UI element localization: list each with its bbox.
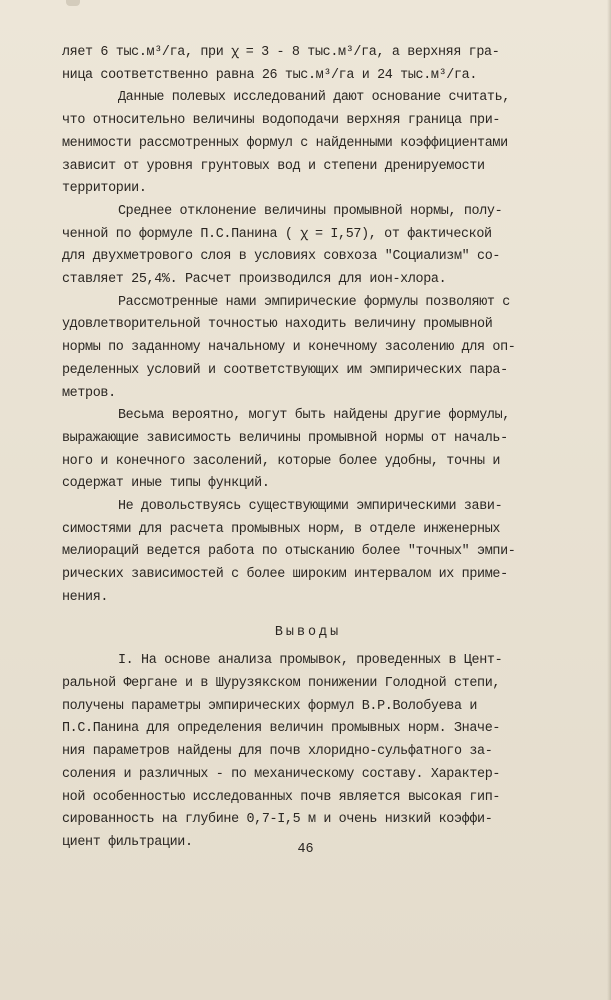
text-line: получены параметры эмпирических формул В.Р.Волобуева и bbox=[62, 698, 478, 714]
text-line: ределенных условий и соответствующих им эмпирических пара- bbox=[62, 362, 508, 378]
text-line: ного и конечного засолений, которые более удобны, точны и bbox=[62, 453, 501, 469]
text-line: что относительно величины водоподачи верхняя граница при- bbox=[62, 113, 501, 129]
section-heading: Выводы bbox=[274, 624, 342, 640]
text-line: ния параметров найдены для почв хлоридно-сульфатного за- bbox=[62, 744, 493, 760]
conclusion-lines bbox=[62, 650, 554, 854]
text-line: ляет 6 тыс.м³/га, при ꭓ = 3 - 8 тыс.м³/га, а верхняя гра- bbox=[62, 45, 500, 60]
text-line: зависит от уровня грунтовых вод и степени дренируемости bbox=[62, 158, 485, 174]
text-line: менимости рассмотренных формул с найденными коэффициентами bbox=[62, 135, 508, 151]
text-line: метров. bbox=[62, 385, 116, 401]
text-line: Рассмотренные нами эмпирические формулы позволяют с bbox=[118, 294, 510, 310]
text-line: Весьма вероятно, могут быть найдены другие формулы, bbox=[118, 408, 510, 424]
text-line: территории. bbox=[62, 181, 147, 197]
main-lines bbox=[62, 42, 554, 610]
page-edge-mark bbox=[66, 0, 80, 6]
text-line: Данные полевых исследований дают основание считать, bbox=[118, 90, 510, 106]
text-line: сированность на глубине 0,7-I,5 м и очень низкий коэффи- bbox=[62, 812, 493, 828]
text-line: рических зависимостей с более широким интервалом их приме- bbox=[62, 567, 508, 583]
text-line: мелиораций ведется работа по отысканию более "точных" эмпи- bbox=[62, 544, 516, 560]
text-line: выражающие зависимость величины промывной нормы от началь- bbox=[62, 430, 508, 446]
text-line: П.С.Панина для определения величин промывных норм. Значе- bbox=[62, 721, 501, 737]
text-line: ченной по формуле П.С.Панина ( ꭓ = I,57), от фактической bbox=[62, 226, 492, 242]
text-line: симостями для расчета промывных норм, в отделе инженерных bbox=[62, 521, 501, 537]
text-line: I. На основе анализа промывок, проведенных в Цент- bbox=[118, 653, 503, 669]
text-line: содержат иные типы функций. bbox=[62, 476, 270, 492]
text-line: циент фильтрации. bbox=[62, 834, 193, 850]
text-line: ральной Фергане и в Шурузякском понижении Голодной степи, bbox=[62, 675, 501, 691]
text-line: для двухметрового слоя в условиях совхоза "Социализм" со- bbox=[62, 249, 501, 265]
text-line: ница соответственно равна 26 тыс.м³/га и 24 тыс.м³/га. bbox=[62, 67, 478, 83]
text-line: нормы по заданному начальному и конечному засолению для оп- bbox=[62, 340, 516, 356]
text-line: Среднее отклонение величины промывной нормы, полу- bbox=[118, 203, 503, 219]
text-line: соления и различных - по механическому составу. Характер- bbox=[62, 766, 501, 782]
text-line: удовлетворительной точностью находить величину промывной bbox=[62, 317, 493, 333]
text-line: ной особенностью исследованных почв является высокая гип- bbox=[62, 789, 501, 805]
page-number: 46 bbox=[297, 842, 314, 857]
text-line: Не довольствуясь существующими эмпирическими зави- bbox=[118, 499, 503, 515]
text-line: нения. bbox=[62, 589, 109, 605]
text-line: ставляет 25,4%. Расчет производился для ион-хлора. bbox=[62, 272, 447, 288]
body-text bbox=[62, 42, 554, 855]
